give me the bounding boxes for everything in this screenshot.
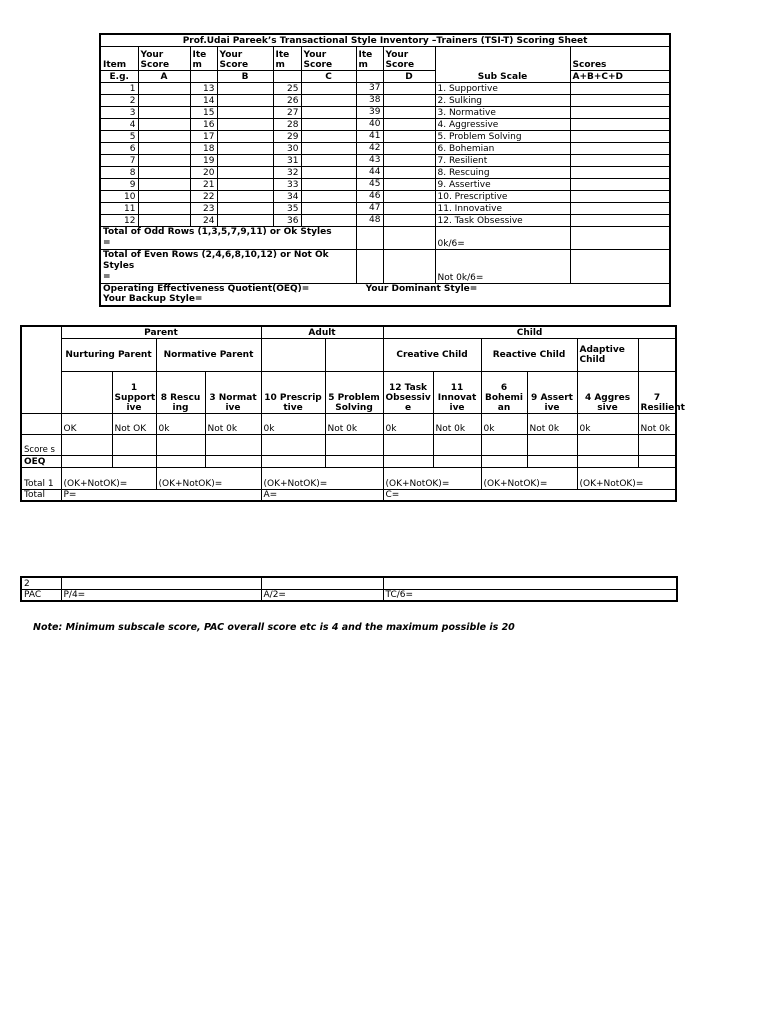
tc-over-6: TC/6= bbox=[383, 589, 677, 601]
item-c: 25 bbox=[273, 83, 301, 95]
ok-notok-cell: 0k bbox=[577, 413, 638, 434]
score-a[interactable] bbox=[138, 143, 190, 155]
score-a[interactable] bbox=[138, 203, 190, 215]
score-cell[interactable] bbox=[205, 434, 261, 455]
score-c[interactable] bbox=[301, 203, 356, 215]
dominant-style-label: Your Dominant Style= bbox=[365, 284, 478, 294]
total-score[interactable] bbox=[570, 143, 670, 155]
item-a: 6 bbox=[100, 143, 138, 155]
a-over-2: A/2= bbox=[261, 589, 383, 601]
sheet-row bbox=[100, 155, 670, 167]
total1-normative: (OK+NotOK)= bbox=[156, 467, 261, 489]
oeq-cell[interactable] bbox=[638, 455, 676, 467]
total-score[interactable] bbox=[570, 215, 670, 227]
oeq-cell[interactable] bbox=[577, 455, 638, 467]
score-cell[interactable] bbox=[325, 434, 383, 455]
backup-style-label: Your Backup Style= bbox=[103, 294, 203, 304]
item-b: 14 bbox=[190, 95, 217, 107]
score-cell[interactable] bbox=[481, 434, 527, 455]
item-c: 30 bbox=[273, 143, 301, 155]
score-c[interactable] bbox=[301, 191, 356, 203]
score-cell[interactable] bbox=[527, 434, 577, 455]
even-rows-total-cell[interactable] bbox=[383, 250, 435, 284]
style-header: 11 Innovat ive bbox=[433, 371, 481, 413]
not-ok-over-6: Not 0k/6= bbox=[435, 250, 570, 284]
total-parent: P= bbox=[61, 489, 261, 501]
item-a: 3 bbox=[100, 107, 138, 119]
score-c[interactable] bbox=[301, 179, 356, 191]
sheet-row bbox=[100, 107, 670, 119]
style-header: 8 Rescu ing bbox=[156, 371, 205, 413]
sub-scale: 9. Assertive bbox=[435, 179, 570, 191]
total1-adaptive: (OK+NotOK)= bbox=[577, 467, 676, 489]
sheet-row bbox=[100, 203, 670, 215]
ok-notok-cell: Not 0k bbox=[527, 413, 577, 434]
score-c[interactable] bbox=[301, 143, 356, 155]
pac-label: PAC bbox=[21, 589, 61, 601]
scores-label: Score s bbox=[21, 434, 61, 455]
item-c: 31 bbox=[273, 155, 301, 167]
scoring-sheet-table bbox=[99, 33, 671, 307]
head-col-sum: A+B+C+D bbox=[570, 71, 670, 83]
odd-rows-total-cell[interactable] bbox=[383, 227, 435, 250]
item-b: 18 bbox=[190, 143, 217, 155]
score-cell[interactable] bbox=[261, 434, 325, 455]
ok-notok-cell: OK bbox=[61, 413, 112, 434]
oeq-row-label: OEQ bbox=[21, 455, 61, 467]
head-sub-scale: Sub Scale bbox=[435, 47, 570, 83]
sub-scale: 7. Resilient bbox=[435, 155, 570, 167]
score-c[interactable] bbox=[301, 215, 356, 227]
item-a: 2 bbox=[100, 95, 138, 107]
style-header: 4 Aggres sive bbox=[577, 371, 638, 413]
oeq-cell[interactable] bbox=[325, 455, 383, 467]
score-a[interactable] bbox=[138, 83, 190, 95]
score-a[interactable] bbox=[138, 179, 190, 191]
oeq-cell[interactable] bbox=[261, 455, 325, 467]
sub-scale: 12. Task Obsessive bbox=[435, 215, 570, 227]
score-d[interactable] bbox=[383, 95, 435, 107]
ok-score-cell[interactable] bbox=[570, 227, 670, 250]
head-item-c: Ite m bbox=[273, 47, 301, 71]
item-a: 4 bbox=[100, 119, 138, 131]
score-b[interactable] bbox=[217, 95, 273, 107]
score-b[interactable] bbox=[217, 143, 273, 155]
oeq-cell[interactable] bbox=[205, 455, 261, 467]
item-b: 23 bbox=[190, 203, 217, 215]
item-c: 32 bbox=[273, 167, 301, 179]
score-cell[interactable] bbox=[156, 434, 205, 455]
sub-scale: 1. Supportive bbox=[435, 83, 570, 95]
head-item-d: Ite m bbox=[356, 47, 383, 71]
sub-scale: 8. Rescuing bbox=[435, 167, 570, 179]
group-parent: Parent bbox=[61, 326, 261, 338]
head-col-c: C bbox=[301, 71, 356, 83]
ok-notok-cell: 0k bbox=[261, 413, 325, 434]
item-d: 47 bbox=[356, 203, 383, 215]
score-d[interactable] bbox=[383, 203, 435, 215]
score-c[interactable] bbox=[301, 155, 356, 167]
not-ok-score-cell[interactable] bbox=[570, 250, 670, 284]
oeq-cell[interactable] bbox=[481, 455, 527, 467]
pac-table bbox=[20, 325, 685, 502]
score-d[interactable] bbox=[383, 215, 435, 227]
total1-label: Total 1 bbox=[21, 467, 61, 489]
score-d[interactable] bbox=[383, 155, 435, 167]
total-label: Total bbox=[21, 489, 61, 501]
pac-ratio-table bbox=[20, 576, 678, 602]
score-a[interactable] bbox=[138, 167, 190, 179]
score-cell[interactable] bbox=[112, 434, 156, 455]
score-b[interactable] bbox=[217, 131, 273, 143]
oeq-line bbox=[100, 284, 670, 306]
sheet-row bbox=[100, 131, 670, 143]
score-b[interactable] bbox=[217, 119, 273, 131]
sub-scale: 2. Sulking bbox=[435, 95, 570, 107]
score-d[interactable] bbox=[383, 119, 435, 131]
style-header: 10 Prescrip tive bbox=[261, 371, 325, 413]
score-d[interactable] bbox=[383, 167, 435, 179]
sheet-row bbox=[100, 215, 670, 227]
item-d: 42 bbox=[356, 143, 383, 155]
item-b: 20 bbox=[190, 167, 217, 179]
style-header: 3 Normat ive bbox=[205, 371, 261, 413]
ok-notok-cell: Not OK bbox=[112, 413, 156, 434]
total-score[interactable] bbox=[570, 131, 670, 143]
item-d: 39 bbox=[356, 107, 383, 119]
score-d[interactable] bbox=[383, 191, 435, 203]
item-a: 12 bbox=[100, 215, 138, 227]
score-c[interactable] bbox=[301, 167, 356, 179]
item-a: 8 bbox=[100, 167, 138, 179]
item-c: 35 bbox=[273, 203, 301, 215]
ok-notok-cell: 0k bbox=[481, 413, 527, 434]
score-b[interactable] bbox=[217, 107, 273, 119]
item-a: 7 bbox=[100, 155, 138, 167]
score-b[interactable] bbox=[217, 155, 273, 167]
item-b: 17 bbox=[190, 131, 217, 143]
sub-scale: 11. Innovative bbox=[435, 203, 570, 215]
ok-notok-cell: 0k bbox=[383, 413, 433, 434]
odd-rows-total-label: Total of Odd Rows (1,3,5,7,9,11) or Ok Styles = bbox=[100, 227, 356, 250]
score-cell[interactable] bbox=[433, 434, 481, 455]
oeq-cell[interactable] bbox=[112, 455, 156, 467]
ok-notok-cell: Not 0k bbox=[325, 413, 383, 434]
item-a: 9 bbox=[100, 179, 138, 191]
score-cell[interactable] bbox=[61, 434, 112, 455]
head-your-score-a: Your Score bbox=[138, 47, 190, 71]
score-a[interactable] bbox=[138, 131, 190, 143]
score-a[interactable] bbox=[138, 119, 190, 131]
item-a: 11 bbox=[100, 203, 138, 215]
item-a: 10 bbox=[100, 191, 138, 203]
sheet-row bbox=[100, 119, 670, 131]
score-cell[interactable] bbox=[577, 434, 638, 455]
item-b: 13 bbox=[190, 83, 217, 95]
total-child: C= bbox=[383, 489, 676, 501]
ok-notok-cell: Not 0k bbox=[433, 413, 481, 434]
nurturing-parent: Nurturing Parent bbox=[61, 338, 156, 371]
sub-scale: 6. Bohemian bbox=[435, 143, 570, 155]
item-a: 5 bbox=[100, 131, 138, 143]
item-b: 16 bbox=[190, 119, 217, 131]
sub-scale: 5. Problem Solving bbox=[435, 131, 570, 143]
style-header: 6 Bohemi an bbox=[481, 371, 527, 413]
oeq-label: Operating Effectiveness Quotient(OEQ)= bbox=[103, 284, 310, 294]
item-d: 40 bbox=[356, 119, 383, 131]
adaptive-child: Adaptive Child bbox=[577, 338, 638, 371]
item-d: 44 bbox=[356, 167, 383, 179]
total-score[interactable] bbox=[570, 119, 670, 131]
item-d: 48 bbox=[356, 215, 383, 227]
oeq-cell[interactable] bbox=[527, 455, 577, 467]
group-adult: Adult bbox=[261, 326, 383, 338]
item-b: 19 bbox=[190, 155, 217, 167]
sub-scale: 3. Normative bbox=[435, 107, 570, 119]
head-col-a: A bbox=[138, 71, 190, 83]
total-score[interactable] bbox=[570, 107, 670, 119]
ok-over-6: 0k/6= bbox=[435, 227, 570, 250]
score-c[interactable] bbox=[301, 131, 356, 143]
item-b: 22 bbox=[190, 191, 217, 203]
item-d: 37 bbox=[356, 83, 383, 95]
item-d: 43 bbox=[356, 155, 383, 167]
head-your-score-d: Your Score bbox=[383, 47, 435, 71]
head-col-d: D bbox=[383, 71, 435, 83]
sheet-title: Prof.Udai Pareek’s Transactional Style Inventory –Trainers (TSI-T) Scoring Sheet bbox=[100, 34, 670, 47]
score-d[interactable] bbox=[383, 143, 435, 155]
score-d[interactable] bbox=[383, 179, 435, 191]
total1-creative: (OK+NotOK)= bbox=[383, 467, 481, 489]
item-b: 15 bbox=[190, 107, 217, 119]
head-item-b: Ite m bbox=[190, 47, 217, 71]
total1-reactive: (OK+NotOK)= bbox=[481, 467, 577, 489]
reactive-child: Reactive Child bbox=[481, 338, 577, 371]
item-b: 21 bbox=[190, 179, 217, 191]
normative-parent: Normative Parent bbox=[156, 338, 261, 371]
total-adult: A= bbox=[261, 489, 383, 501]
score-b[interactable] bbox=[217, 83, 273, 95]
even-rows-total-label: Total of Even Rows (2,4,6,8,10,12) or Not Ok Styles = bbox=[100, 250, 356, 284]
item-c: 27 bbox=[273, 107, 301, 119]
score-c[interactable] bbox=[301, 119, 356, 131]
sheet-row bbox=[100, 167, 670, 179]
item-c: 26 bbox=[273, 95, 301, 107]
head-col-b: B bbox=[217, 71, 273, 83]
head-eg: E.g. bbox=[100, 71, 138, 83]
item-c: 36 bbox=[273, 215, 301, 227]
group-child: Child bbox=[383, 326, 676, 338]
oeq-cell[interactable] bbox=[61, 455, 112, 467]
p-over-4: P/4= bbox=[61, 589, 261, 601]
score-c[interactable] bbox=[301, 95, 356, 107]
sheet-row bbox=[100, 179, 670, 191]
style-header: 1 Support ive bbox=[112, 371, 156, 413]
item-d: 45 bbox=[356, 179, 383, 191]
sheet-row bbox=[100, 143, 670, 155]
item-d: 38 bbox=[356, 95, 383, 107]
oeq-cell[interactable] bbox=[156, 455, 205, 467]
item-c: 28 bbox=[273, 119, 301, 131]
ok-notok-cell: Not 0k bbox=[205, 413, 261, 434]
total-score[interactable] bbox=[570, 155, 670, 167]
total1-nurturing: (OK+NotOK)= bbox=[61, 467, 156, 489]
score-a[interactable] bbox=[138, 107, 190, 119]
oeq-cell[interactable] bbox=[433, 455, 481, 467]
score-cell[interactable] bbox=[383, 434, 433, 455]
style-header: 12 Task Obsessiv e bbox=[383, 371, 433, 413]
sheet-row bbox=[100, 95, 670, 107]
score-b[interactable] bbox=[217, 191, 273, 203]
sub-scale: 10. Prescriptive bbox=[435, 191, 570, 203]
score-c[interactable] bbox=[301, 83, 356, 95]
item-c: 29 bbox=[273, 131, 301, 143]
head-your-score-b: Your Score bbox=[217, 47, 273, 71]
head-your-score-c: Your Score bbox=[301, 47, 356, 71]
oeq-cell[interactable] bbox=[383, 455, 433, 467]
total-score[interactable] bbox=[570, 95, 670, 107]
score-cell[interactable] bbox=[638, 434, 676, 455]
score-b[interactable] bbox=[217, 167, 273, 179]
item-d: 41 bbox=[356, 131, 383, 143]
style-header: 7 Resilient bbox=[638, 371, 676, 413]
item-c: 33 bbox=[273, 179, 301, 191]
score-b[interactable] bbox=[217, 179, 273, 191]
ok-notok-cell: 0k bbox=[156, 413, 205, 434]
score-b[interactable] bbox=[217, 203, 273, 215]
score-a[interactable] bbox=[138, 95, 190, 107]
creative-child: Creative Child bbox=[383, 338, 481, 371]
sub-scale: 4. Aggressive bbox=[435, 119, 570, 131]
sheet-row bbox=[100, 83, 670, 95]
row2-label: 2 bbox=[21, 577, 61, 589]
item-c: 34 bbox=[273, 191, 301, 203]
head-scores: Scores bbox=[570, 47, 670, 71]
total-score[interactable] bbox=[570, 203, 670, 215]
style-header: 9 Assert ive bbox=[527, 371, 577, 413]
sheet-row bbox=[100, 191, 670, 203]
score-d[interactable] bbox=[383, 83, 435, 95]
style-header: 5 Problem Solving bbox=[325, 371, 383, 413]
item-b: 24 bbox=[190, 215, 217, 227]
score-a[interactable] bbox=[138, 191, 190, 203]
score-a[interactable] bbox=[138, 155, 190, 167]
score-d[interactable] bbox=[383, 131, 435, 143]
total-score[interactable] bbox=[570, 167, 670, 179]
score-b[interactable] bbox=[217, 215, 273, 227]
total1-adult: (OK+NotOK)= bbox=[261, 467, 383, 489]
item-a: 1 bbox=[100, 83, 138, 95]
ok-notok-cell: Not 0k bbox=[638, 413, 676, 434]
score-c[interactable] bbox=[301, 107, 356, 119]
note-text: Note: Minimum subscale score, PAC overall score etc is 4 and the maximum possible is 20 bbox=[33, 622, 515, 633]
score-a[interactable] bbox=[138, 215, 190, 227]
total-score[interactable] bbox=[570, 179, 670, 191]
total-score[interactable] bbox=[570, 191, 670, 203]
item-d: 46 bbox=[356, 191, 383, 203]
score-d[interactable] bbox=[383, 107, 435, 119]
total-score[interactable] bbox=[570, 83, 670, 95]
head-item: Item bbox=[100, 47, 138, 71]
